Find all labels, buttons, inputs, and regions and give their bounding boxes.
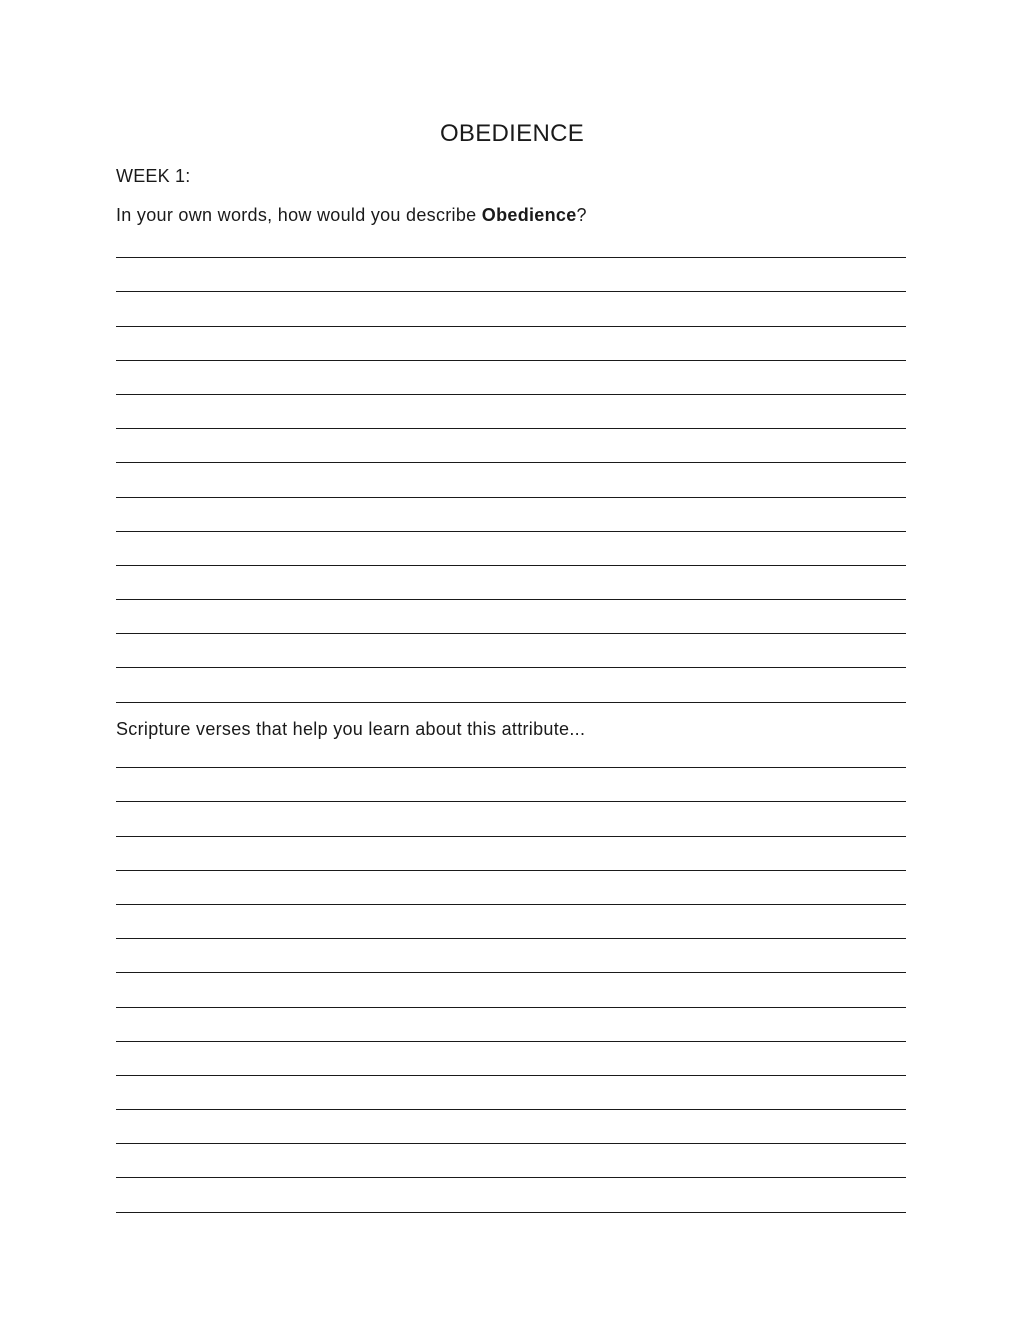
writing-line[interactable] xyxy=(116,905,906,939)
writing-line[interactable] xyxy=(116,429,906,463)
writing-line[interactable] xyxy=(116,768,906,802)
writing-line[interactable] xyxy=(116,498,906,532)
description-writing-lines xyxy=(116,224,906,703)
page-title: OBEDIENCE xyxy=(439,120,585,147)
writing-line[interactable] xyxy=(116,292,906,326)
writing-line[interactable] xyxy=(116,463,906,497)
writing-line[interactable] xyxy=(116,734,906,768)
writing-line[interactable] xyxy=(116,668,906,702)
scripture-prompt: Scripture verses that help you learn about this attribute... xyxy=(116,719,586,739)
writing-line[interactable] xyxy=(116,361,906,395)
writing-line[interactable] xyxy=(116,634,906,668)
writing-line[interactable] xyxy=(116,871,906,905)
writing-line[interactable] xyxy=(116,1042,906,1076)
writing-line[interactable] xyxy=(116,802,906,836)
writing-line[interactable] xyxy=(116,1076,906,1110)
prompt-text-start: In your own words, how would you describe xyxy=(116,205,482,225)
writing-line[interactable] xyxy=(116,224,906,258)
writing-line[interactable] xyxy=(116,1110,906,1144)
writing-line[interactable] xyxy=(116,939,906,973)
writing-line[interactable] xyxy=(116,532,906,566)
writing-line[interactable] xyxy=(116,837,906,871)
writing-line[interactable] xyxy=(116,395,906,429)
writing-line[interactable] xyxy=(116,973,906,1007)
writing-line[interactable] xyxy=(116,1008,906,1042)
writing-line[interactable] xyxy=(116,327,906,361)
writing-line[interactable] xyxy=(116,566,906,600)
writing-line[interactable] xyxy=(116,258,906,292)
writing-line[interactable] xyxy=(116,600,906,634)
writing-line[interactable] xyxy=(116,1178,906,1212)
writing-line[interactable] xyxy=(116,1144,906,1178)
week-label: WEEK 1: xyxy=(116,166,191,186)
scripture-writing-lines xyxy=(116,734,906,1213)
prompt-text-end: ? xyxy=(576,205,587,225)
prompt-attribute-word: Obedience xyxy=(481,205,577,225)
